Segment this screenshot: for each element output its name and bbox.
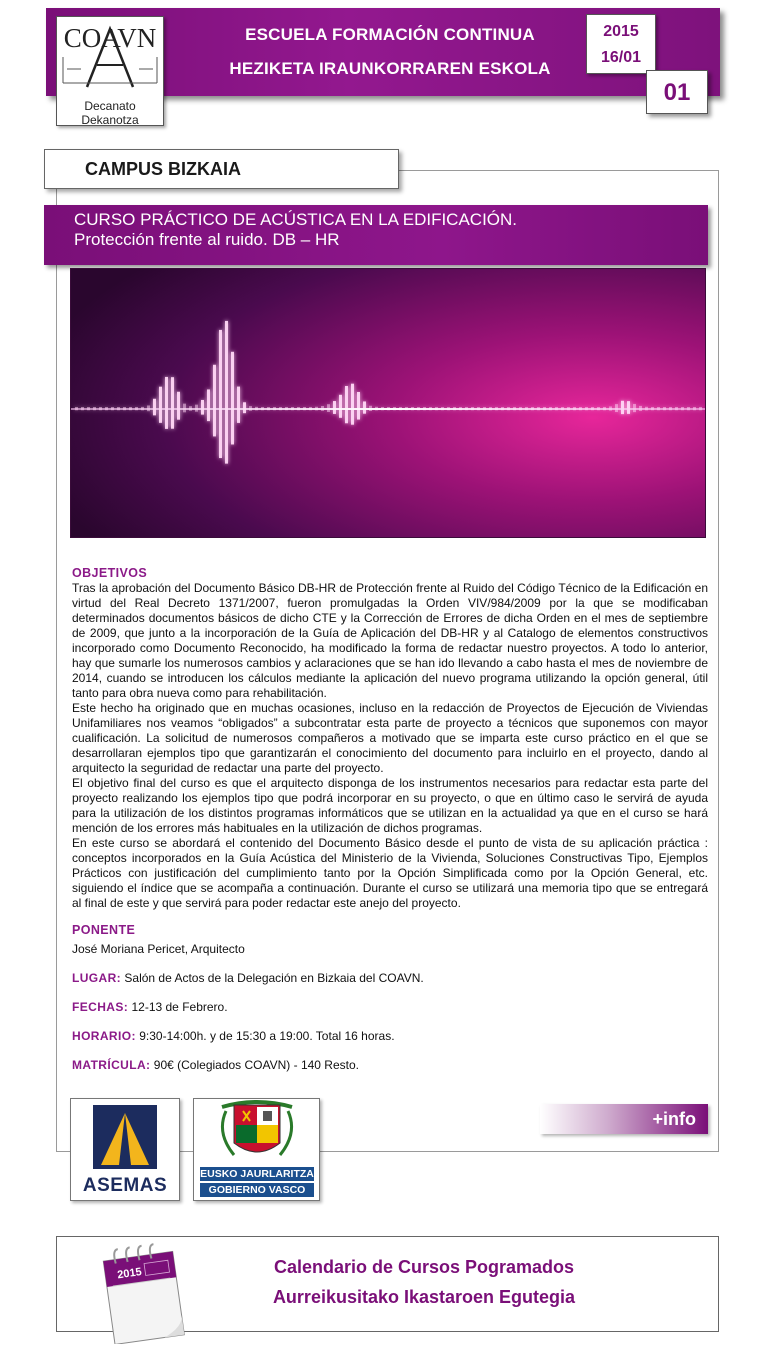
objetivos-paragraph-3: El objetivo final del curso es que el arquitecto disponga de los instrumentos necesarios para redactar esta parte del proyecto realizando los ejemplos tipo que podrá incorporar en su proyecto, o que en último caso le servirá de ayuda para la utilización de los distintos programas informáticos que se utilizan en la actualidad ya que en el curso se hará mención de los errores más habituales en la utilización de dichos programas. (72, 776, 708, 835)
logo-sub-decanato: Decanato (84, 99, 136, 113)
fechas-row (72, 1000, 708, 1015)
wave-bar (243, 402, 246, 413)
lugar-value: Salón de Actos de la Delegación en Bizkaia del COAVN. (124, 971, 424, 985)
course-title-band (44, 205, 708, 265)
wave-baseline (71, 408, 706, 410)
wave-bar (201, 400, 204, 415)
wave-bar (621, 401, 624, 414)
objetivos-paragraph-2: Este hecho ha originado que en muchas ocasiones, incluso en la redacción de Proyectos de Ejecución de Viviendas Unifamiliares nos veamos “obligados” a subcontratar esta parte de proyecto a técnicos que suponemos con mayor cualificación. La solicitud de numerosos compañeros a motivado que se imparta este curso práctico en el que se desarrollaran ejemplos tipo que garantizarán el conocimiento del documento para incluirlo en el proyecto, dando al arquitecto la seguridad de redactar una parte del proyecto. (72, 701, 708, 775)
sound-wave-graphic (71, 269, 706, 538)
header-title (200, 18, 580, 86)
calendar-icon (98, 1240, 188, 1344)
gobierno-vasco-logo[interactable] (193, 1098, 320, 1201)
matricula-value: 90€ (Colegiados COAVN) - 140 Resto. (153, 1058, 359, 1072)
asemas-emblem-icon (71, 1099, 179, 1175)
wave-bar (207, 389, 210, 421)
wave-bar (357, 392, 360, 420)
header-title-es: ESCUELA FORMACIÓN CONTINUA (245, 25, 535, 44)
matricula-row (72, 1058, 708, 1073)
wave-bar (339, 395, 342, 418)
wave-bar (219, 330, 222, 458)
horario-value: 9:30-14:00h. y de 15:30 a 19:00. Total 16 horas. (139, 1029, 395, 1043)
ponente-heading: PONENTE (72, 923, 136, 937)
more-info-button[interactable]: +info (540, 1104, 708, 1134)
wave-bar (237, 387, 240, 423)
basque-coat-of-arms-icon (194, 1099, 320, 1165)
logo-text: COAVN (63, 23, 157, 53)
objetivos-paragraph-1: Tras la aprobación del Documento Básico DB-HR de Protección frente al Ruido del Código Técnico de la Edificación en virtud del Real Decreto 1371/2007, fueron promulgadas la Orden VIV/984/2009 por la que se modificaban determinados documentos básicos de dicho CTE y la Corrección de Errores de dicha Orden en el mes de septiembre de 2009, que junto a la incorporación de la Guía de Aplicación del DB-HR y al Catalogo de elementos constructivos incorporado como Documento Reconocido, ha modificado la forma de redactar nuestro proyectos. A todo lo anterior, hay que sumarle los numerosos cambios y aclaraciones que se han ido llevando a cabo hasta el mes de noviembre de 2014, cuando se introducen los cálculos mediante la aplicación del nuevo programa utilizando la opción general, útil tanto para obra nueva como para rehabilitación. (72, 581, 708, 700)
wave-bar (177, 392, 180, 420)
wave-bar (225, 321, 228, 464)
wave-bar (231, 352, 234, 445)
horario-key: HORARIO: (72, 1029, 136, 1043)
objetivos-heading: OBJETIVOS (72, 566, 148, 580)
fechas-key: FECHAS: (72, 1000, 129, 1014)
wave-bar (159, 387, 162, 423)
calendar-line-es: Calendario de Cursos Pogramados (273, 1257, 575, 1277)
wave-bar (345, 386, 348, 423)
coavn-logo[interactable] (56, 16, 164, 126)
wave-bar (627, 401, 630, 414)
issue-number: 01 (646, 70, 708, 114)
objetivos-paragraph-4: En este curso se abordará el contenido del Documento Básico desde el punto de vista de su aplicación práctica : conceptos incorporados en la Guía Acústica del Ministerio de la Vivienda, Soluciones Constructivas Tipo, Ejemplos Prácticos con justificación del cumplimiento tanto por la Opción Simplificada como por la Opción General, etc. siguiendo el índice que se acompaña a continuación. Durante el curso se utilizará una memoria tipo que se entregará al final de este y que servirá para poder redactar este anejo del proyecto. (72, 836, 708, 910)
date-year: 2015 (603, 23, 639, 40)
campus-tab: CAMPUS BIZKAIA (44, 149, 399, 189)
course-subtitle: Protección frente al ruido. DB – HR (74, 230, 340, 249)
logo-subtitle (57, 99, 163, 127)
calendar-year: 2015 (116, 1266, 143, 1282)
wave-bar (153, 399, 156, 416)
wave-bar (333, 401, 336, 414)
calendar-line-eu: Aurreikusitako Ikastaroen Egutegia (272, 1287, 576, 1307)
lugar-key: LUGAR: (72, 971, 122, 985)
wave-bar (363, 401, 366, 413)
asemas-logo[interactable] (70, 1098, 180, 1201)
vasco-label-es: GOBIERNO VASCO (200, 1183, 314, 1197)
horario-row (72, 1029, 708, 1044)
coavn-logo-mark (57, 21, 163, 91)
matricula-key: MATRÍCULA: (72, 1058, 151, 1072)
logo-sub-dekanotza: Dekanotza (81, 113, 139, 127)
wave-bar (165, 377, 168, 429)
header-title-eu: HEZIKETA IRAUNKORRAREN ESKOLA (229, 59, 551, 78)
date-day: 16/01 (600, 49, 642, 66)
wave-bar (351, 384, 354, 425)
course-description (72, 566, 708, 1073)
lugar-row (72, 971, 708, 986)
wave-bar (183, 404, 186, 413)
ponente-value: José Moriana Pericet, Arquitecto (72, 942, 245, 956)
vasco-label-eu: EUSKO JAURLARITZA (200, 1168, 314, 1180)
sound-wave-image (70, 268, 706, 538)
date-box (586, 14, 656, 74)
wave-bar (213, 365, 216, 437)
calendar-text[interactable] (214, 1252, 634, 1312)
wave-bar (171, 377, 174, 429)
asemas-label: ASEMAS (82, 1175, 168, 1196)
fechas-value: 12-13 de Febrero. (131, 1000, 228, 1014)
course-title: CURSO PRÁCTICO DE ACÚSTICA EN LA EDIFICACIÓN. (74, 210, 518, 229)
